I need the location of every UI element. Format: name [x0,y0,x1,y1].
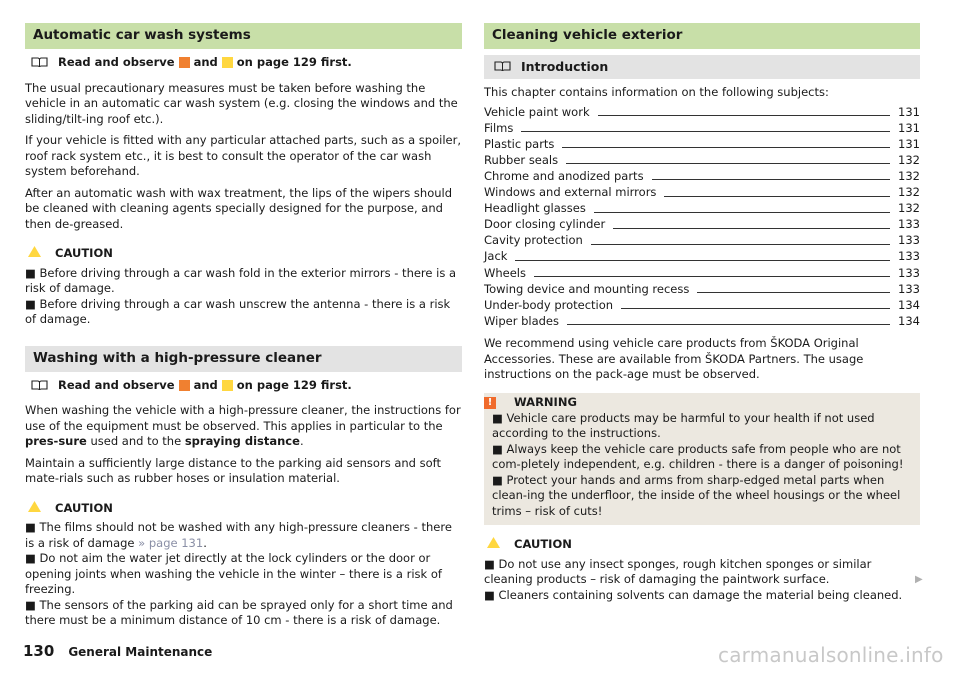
toc-leader [664,196,890,197]
toc-page: 132 [898,201,920,216]
warning-icon: ! [484,397,496,409]
right-column [484,23,920,603]
warning-heading [487,393,912,411]
toc-row[interactable] [484,201,920,217]
paragraph: When washing the vehicle with a high-pressure cleaner, the instructions for use of the equipment must be observed. This applies in particular to the pres-sure used and to the spraying distance. [25,403,461,448]
warning-ref-icon[interactable] [179,57,190,68]
read-observe-text: Read and observe [58,55,175,69]
introduction-heading [484,55,920,79]
toc-row[interactable] [484,233,920,249]
read-observe-and: and [193,377,218,392]
next-page-arrow-icon[interactable]: ▶ [915,574,923,585]
caution-label: CAUTION [55,500,113,515]
caution-heading [25,501,462,517]
book-icon [494,61,511,72]
toc-title: Vehicle paint work [484,104,590,119]
read-observe-and: and [193,55,218,69]
toc-title: Wiper blades [484,313,559,328]
toc-row[interactable] [484,104,920,120]
toc-row[interactable] [484,217,920,233]
toc-page: 133 [898,233,920,248]
toc-page: 133 [898,217,920,232]
page-link[interactable]: » page 131 [138,535,204,550]
caution-item: ■ Do not aim the water jet directly at the lock cylinders or the door or opening joints when washing the vehicle in the winter – there is a risk of freezing. [25,551,442,596]
read-observe-text: Read and observe [58,377,175,392]
left-column [25,23,462,629]
toc-title: Headlight glasses [484,201,586,216]
paragraph: Maintain a sufficiently large distance to the parking aid sensors and soft mate-rials such as rubber hoses or insulation material. [25,455,442,485]
toc-leader [697,292,890,293]
warning-item: ■ Always keep the vehicle care products safe from people who are not com-pletely independent, e.g. children - there is a danger of poisoning! [492,441,904,472]
toc-title: Wheels [484,265,526,280]
toc-page: 132 [898,168,920,183]
toc-row[interactable] [484,168,920,184]
read-and-observe [25,378,462,394]
paragraph: If your vehicle is fitted with any particular attached parts, such as a spoiler, roof rack system etc., it is best to consult the operator of the car wash system beforehand. [25,133,461,178]
book-icon [31,380,48,391]
introduction-title: Introduction [521,59,609,74]
page-number: 130 [23,642,55,660]
section-title-cleaning-exterior: Cleaning vehicle exterior [484,23,920,49]
toc-row[interactable] [484,184,920,200]
paragraph: The usual precautionary measures must be taken before washing the vehicle in an automatic car wash system (e.g. closing the windows and the sliding/tilt-ing roof etc.). [25,80,458,126]
warning-item: ■ Vehicle care products may be harmful to your health if not used according to the instructions. [492,410,875,441]
read-observe-post: on page 129 first. [236,55,352,69]
warning-box [484,393,920,526]
warning-item: ■ Protect your hands and arms from sharp-edged metal parts when clean-ing the underfloor, the inside of the wheel housings or the wheel trims – risk of cuts! [492,472,901,518]
caution-item: ■ The films should not be washed with any high-pressure cleaners - there is a risk of damage » page 131. [25,520,452,550]
toc-row[interactable] [484,152,920,168]
caution-triangle-icon [28,501,41,517]
caution-item: ■ Do not use any insect sponges, rough kitchen sponges or similar cleaning products – risk of damaging the paintwork surface. [484,556,872,587]
toc-title: Chrome and anodized parts [484,168,644,183]
section-title-automatic-car-wash: Automatic car wash systems [25,23,462,49]
caution-triangle-icon [28,246,41,262]
caution-item: ■ The sensors of the parking aid can be sprayed only for a short time and there must be a minimum distance of 10 cm - there is a risk of damage. [25,597,453,627]
toc-leader [534,276,890,277]
toc-leader [521,131,890,132]
warning-label: WARNING [514,395,577,410]
book-icon [31,57,48,68]
toc-row[interactable] [484,313,920,329]
toc-row[interactable] [484,297,920,313]
toc-page: 133 [898,249,920,264]
toc-page: 132 [898,152,920,167]
caution-label: CAUTION [514,537,572,552]
watermark: carmanualsonline.info [718,643,944,667]
caution-item: ■ Before driving through a car wash unscrew the antenna - there is a risk of damage. [25,296,451,326]
toc-leader [567,324,890,325]
toc-page: 131 [898,120,920,135]
toc-leader [621,308,890,309]
toc-title: Under-body protection [484,297,614,312]
caution-heading [484,537,920,553]
footer-section: General Maintenance [68,645,213,659]
read-observe-post: on page 129 first. [236,377,352,392]
toc-page: 134 [898,313,920,328]
toc-title: Windows and external mirrors [484,185,657,200]
toc-leader [515,260,890,261]
recommend-text: We recommend using vehicle care products from ŠKODA Original Accessories. These are available from ŠKODA Partners. The usage instructions on the pack-age must be observed. [484,336,864,382]
toc-row[interactable] [484,249,920,265]
toc-row[interactable] [484,265,920,281]
paragraph: After an automatic wash with wax treatment, the lips of the wipers should be cleaned with cleaning agents specially designed for the purpose, and then de-greased. [25,185,453,231]
toc-page: 132 [898,185,920,200]
toc-leader [594,212,890,213]
intro-text: This chapter contains information on the following subjects: [484,84,829,99]
caution-triangle-icon [487,537,500,553]
toc-page: 133 [898,281,920,296]
table-of-contents [484,104,920,329]
section-title-high-pressure: Washing with a high-pressure cleaner [25,346,462,372]
toc-page: 133 [898,265,920,280]
toc-title: Rubber seals [484,152,559,167]
toc-title: Plastic parts [484,136,555,151]
caution-ref-icon[interactable] [222,380,233,391]
toc-page: 131 [898,136,920,151]
read-and-observe [25,55,462,71]
toc-leader [598,115,890,116]
toc-row[interactable] [484,120,920,136]
toc-leader [652,179,890,180]
toc-page: 131 [898,104,920,119]
toc-leader [591,244,890,245]
caution-item: ■ Cleaners containing solvents can damage the material being cleaned. [484,587,903,602]
caution-ref-icon[interactable] [222,57,233,68]
caution-heading [25,246,462,262]
toc-leader [566,163,890,164]
toc-title: Jack [484,249,508,264]
toc-title: Towing device and mounting recess [484,281,690,296]
toc-leader [613,228,890,229]
toc-row[interactable] [484,281,920,297]
toc-row[interactable] [484,136,920,152]
toc-leader [562,147,890,148]
toc-title: Films [484,120,514,135]
page-footer [23,644,212,661]
toc-title: Cavity protection [484,233,583,248]
warning-ref-icon[interactable] [179,380,190,391]
caution-item: ■ Before driving through a car wash fold in the exterior mirrors - there is a risk of damage. [25,265,457,295]
caution-label: CAUTION [55,246,113,260]
toc-page: 134 [898,297,920,312]
toc-title: Door closing cylinder [484,217,606,232]
